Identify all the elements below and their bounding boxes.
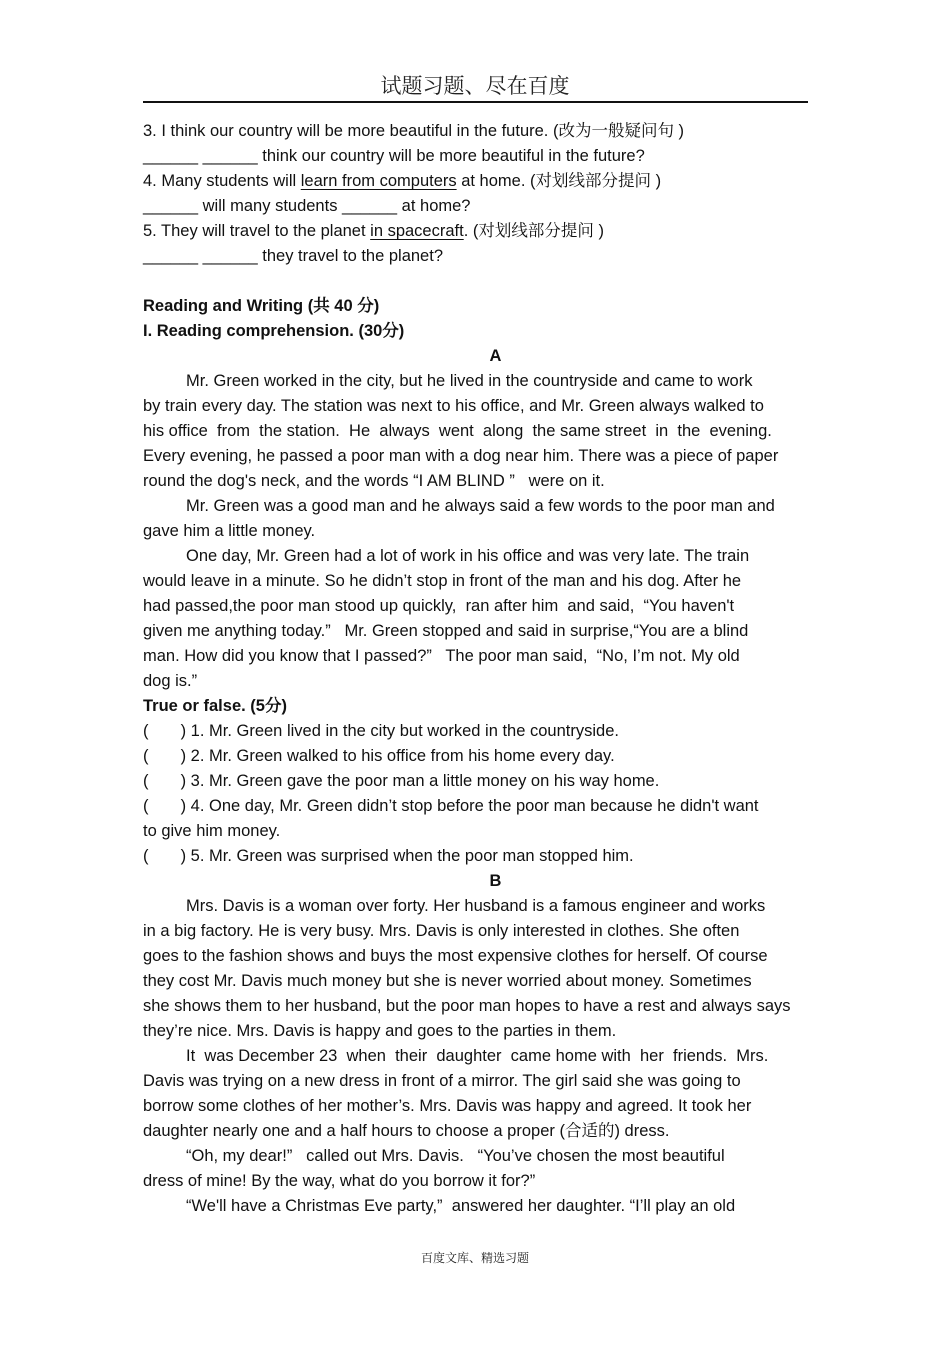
passage-b-line: Davis was trying on a new dress in front of a mirror. The girl said she was going to xyxy=(143,1072,741,1090)
passage-b-line: in a big factory. He is very busy. Mrs. Davis is only interested in clothes. She often xyxy=(143,922,740,940)
passage-a-line: Mr. Green was a good man and he always said a few words to the poor man and xyxy=(186,497,775,515)
passage-b-line: daughter nearly one and a half hours to choose a proper (合适的) dress. xyxy=(143,1122,670,1140)
question-5 xyxy=(143,219,848,244)
question-5-answer: ______ ______ they travel to the planet? xyxy=(143,247,443,265)
passage-b-line: they’re nice. Mrs. Davis is happy and goes to the parties in them. xyxy=(143,1022,617,1040)
passage-a-line: round the dog's neck, and the words “I AM BLIND ” were on it. xyxy=(143,472,605,490)
question-4-answer: ______ will many students ______ at home? xyxy=(143,197,471,215)
passage-a-line: man. How did you know that I passed?” The poor man said, “No, I’m not. My old xyxy=(143,647,740,665)
passage-a-line: by train every day. The station was next to his office, and Mr. Green always walked to xyxy=(143,397,764,415)
tf-item: ( ) 3. Mr. Green gave the poor man a little money on his way home. xyxy=(143,772,660,790)
passage-b-line: goes to the fashion shows and buys the most expensive clothes for herself. Of course xyxy=(143,947,768,965)
question-5-underlined: in spacecraft xyxy=(370,222,464,240)
passage-a-line: given me anything today.” Mr. Green stopped and said in surprise,“You are a blind xyxy=(143,622,749,640)
question-4-text: 4. Many students will xyxy=(143,172,301,190)
passage-b-line: she shows them to her husband, but the poor man hopes to have a rest and always says xyxy=(143,997,791,1015)
passage-b-line: dress of mine! By the way, what do you borrow it for?” xyxy=(143,1172,536,1190)
page-header-title: 试题习题、尽在百度 xyxy=(380,74,570,98)
passage-b-line: Mrs. Davis is a woman over forty. Her husband is a famous engineer and works xyxy=(186,897,766,915)
question-3-answer: ______ ______ think our country will be more beautiful in the future? xyxy=(143,147,645,165)
passage-a-line: gave him a little money. xyxy=(143,522,316,540)
passage-a-line: dog is.” xyxy=(143,672,198,690)
passage-b-line: “Oh, my dear!” called out Mrs. Davis. “You’ve chosen the most beautiful xyxy=(186,1147,725,1165)
question-3: 3. I think our country will be more beautiful in the future. (改为一般疑问句 ) xyxy=(143,122,685,140)
tf-item: ( ) 2. Mr. Green walked to his office from his home every day. xyxy=(143,747,615,765)
page-footer: 百度文库、精选习题 xyxy=(420,1251,529,1265)
section-subtitle: I. Reading comprehension. (30分) xyxy=(143,322,405,340)
passage-a-label: A xyxy=(489,347,502,365)
passage-b-line: borrow some clothes of her mother’s. Mrs. Davis was happy and agreed. It took her xyxy=(143,1097,752,1115)
question-5-text: 5. They will travel to the planet xyxy=(143,222,371,240)
tf-item: ( ) 5. Mr. Green was surprised when the poor man stopped him. xyxy=(143,847,634,865)
passage-a-line: Every evening, he passed a poor man with a dog near him. There was a piece of paper xyxy=(143,447,779,465)
passage-a-line: his office from the station. He always went along the same street in the evening. xyxy=(143,422,772,440)
document-body xyxy=(143,119,848,1219)
tf-title: True or false. (5分) xyxy=(143,697,287,715)
tf-item: to give him money. xyxy=(143,822,281,840)
section-title: Reading and Writing (共 40 分) xyxy=(143,297,380,315)
question-4-underlined: learn from computers xyxy=(300,172,457,190)
tf-item: ( ) 1. Mr. Green lived in the city but worked in the countryside. xyxy=(143,722,619,740)
passage-a-line: One day, Mr. Green had a lot of work in his office and was very late. The train xyxy=(186,547,750,565)
passage-b-line: they cost Mr. Davis much money but she is never worried about money. Sometimes xyxy=(143,972,752,990)
question-5-instruction: . (对划线部分提问 ) xyxy=(463,222,604,240)
passage-a-line: would leave in a minute. So he didn’t stop in front of the man and his dog. After he xyxy=(143,572,742,590)
passage-b-line: “We'll have a Christmas Eve party,” answered her daughter. “I’ll play an old xyxy=(186,1197,736,1215)
passage-a-line: had passed,the poor man stood up quickly, ran after him and said, “You haven't xyxy=(143,597,735,615)
passage-a-line: Mr. Green worked in the city, but he lived in the countryside and came to work xyxy=(186,372,753,390)
spacer xyxy=(143,269,848,294)
passage-b-line: It was December 23 when their daughter came home with her friends. Mrs. xyxy=(186,1047,769,1065)
question-4-instruction: at home. (对划线部分提问 ) xyxy=(456,172,662,190)
tf-item: ( ) 4. One day, Mr. Green didn’t stop before the poor man because he didn't want xyxy=(143,797,759,815)
header-rule xyxy=(143,101,808,103)
question-4 xyxy=(143,169,848,194)
passage-b-label: B xyxy=(489,872,502,890)
